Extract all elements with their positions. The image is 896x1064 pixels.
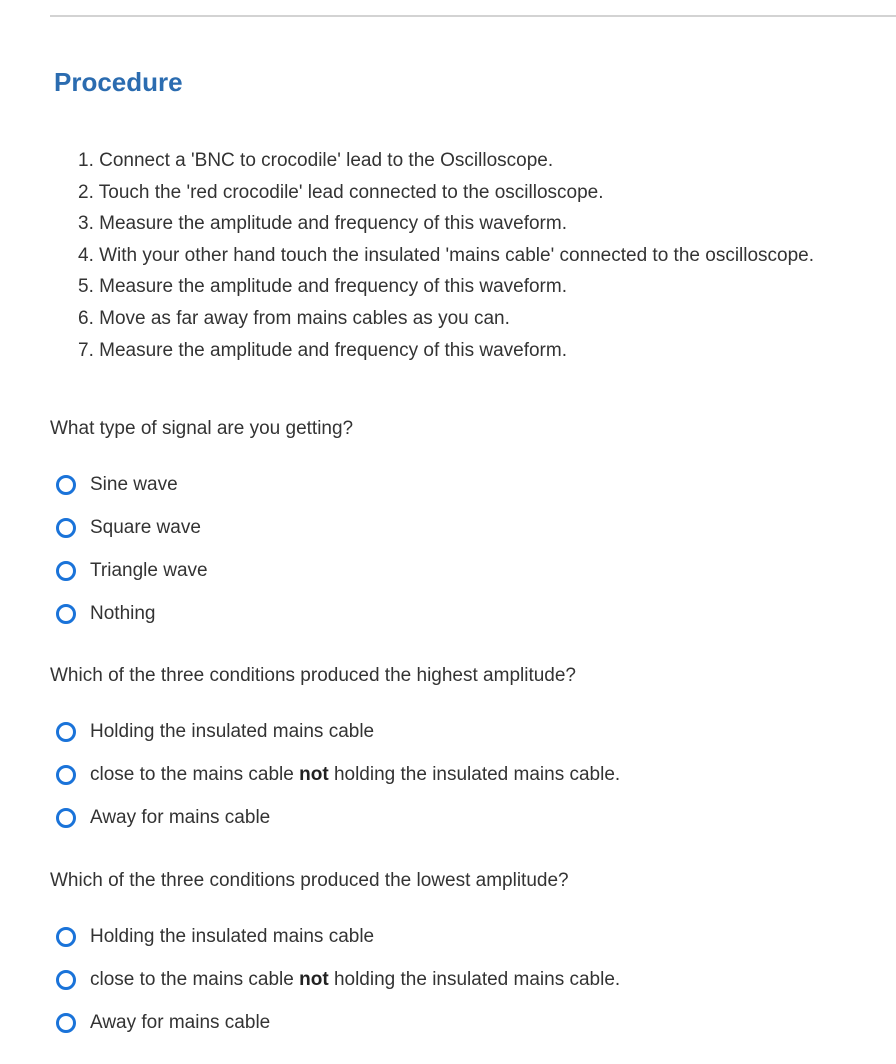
- option-away-from-mains[interactable]: [56, 1001, 620, 1044]
- option-label: Nothing: [90, 602, 156, 624]
- option-label: Away for mains cable: [90, 806, 271, 828]
- radio-circle-icon[interactable]: [56, 765, 76, 785]
- procedure-steps: [78, 145, 814, 366]
- option-label-end: holding the insulated mains cable.: [328, 763, 621, 785]
- option-triangle-wave[interactable]: [56, 549, 208, 592]
- option-away-from-mains[interactable]: [56, 796, 620, 839]
- option-nothing[interactable]: [56, 592, 208, 635]
- option-holding-mains-cable[interactable]: [56, 710, 620, 753]
- top-divider: [50, 15, 896, 17]
- option-label-end: holding the insulated mains cable.: [328, 968, 621, 990]
- radio-circle-icon[interactable]: [56, 927, 76, 947]
- option-label-emphasis: not: [299, 763, 329, 785]
- radio-circle-icon[interactable]: [56, 1013, 76, 1033]
- page-title: Procedure: [54, 67, 183, 97]
- radio-circle-icon[interactable]: [56, 604, 76, 624]
- question-lowest-amplitude: Which of the three conditions produced the lowest amplitude?: [50, 870, 569, 891]
- procedure-step: 7. Measure the amplitude and frequency of this waveform.: [78, 339, 567, 361]
- option-label: Away for mains cable: [90, 1011, 271, 1033]
- radio-circle-icon[interactable]: [56, 475, 76, 495]
- procedure-step: 1. Connect a 'BNC to crocodile' lead to the Oscilloscope.: [78, 150, 554, 171]
- lowest-amplitude-options: [56, 915, 620, 1044]
- option-close-not-holding[interactable]: [56, 958, 620, 1001]
- option-label: [90, 764, 620, 786]
- option-close-not-holding[interactable]: [56, 753, 620, 796]
- highest-amplitude-options: [56, 710, 620, 839]
- option-label-start: close to the mains cable: [90, 968, 300, 990]
- question-signal-type: What type of signal are you getting?: [50, 418, 354, 439]
- procedure-step: 3. Measure the amplitude and frequency of this waveform.: [78, 213, 567, 235]
- option-label: Triangle wave: [90, 559, 208, 581]
- option-holding-mains-cable[interactable]: [56, 915, 620, 958]
- option-label-emphasis: not: [299, 968, 329, 990]
- radio-circle-icon[interactable]: [56, 970, 76, 990]
- procedure-step: 2. Touch the 'red crocodile' lead connected to the oscilloscope.: [78, 181, 604, 203]
- option-square-wave[interactable]: [56, 506, 208, 549]
- option-label: Holding the insulated mains cable: [90, 720, 375, 742]
- option-label: Square wave: [90, 516, 201, 538]
- question-highest-amplitude: Which of the three conditions produced the highest amplitude?: [50, 665, 576, 686]
- option-label: Sine wave: [90, 473, 178, 495]
- option-label-start: close to the mains cable: [90, 763, 300, 785]
- procedure-step: 6. Move as far away from mains cables as you can.: [78, 307, 510, 329]
- radio-circle-icon[interactable]: [56, 561, 76, 581]
- procedure-step: 4. With your other hand touch the insulated 'mains cable' connected to the oscilloscope.: [78, 244, 815, 266]
- option-sine-wave[interactable]: [56, 463, 208, 506]
- option-label: Holding the insulated mains cable: [90, 925, 375, 947]
- radio-circle-icon[interactable]: [56, 808, 76, 828]
- radio-circle-icon[interactable]: [56, 518, 76, 538]
- signal-type-options: [56, 463, 208, 635]
- option-label: [90, 969, 620, 991]
- radio-circle-icon[interactable]: [56, 722, 76, 742]
- procedure-step: 5. Measure the amplitude and frequency of this waveform.: [78, 276, 567, 298]
